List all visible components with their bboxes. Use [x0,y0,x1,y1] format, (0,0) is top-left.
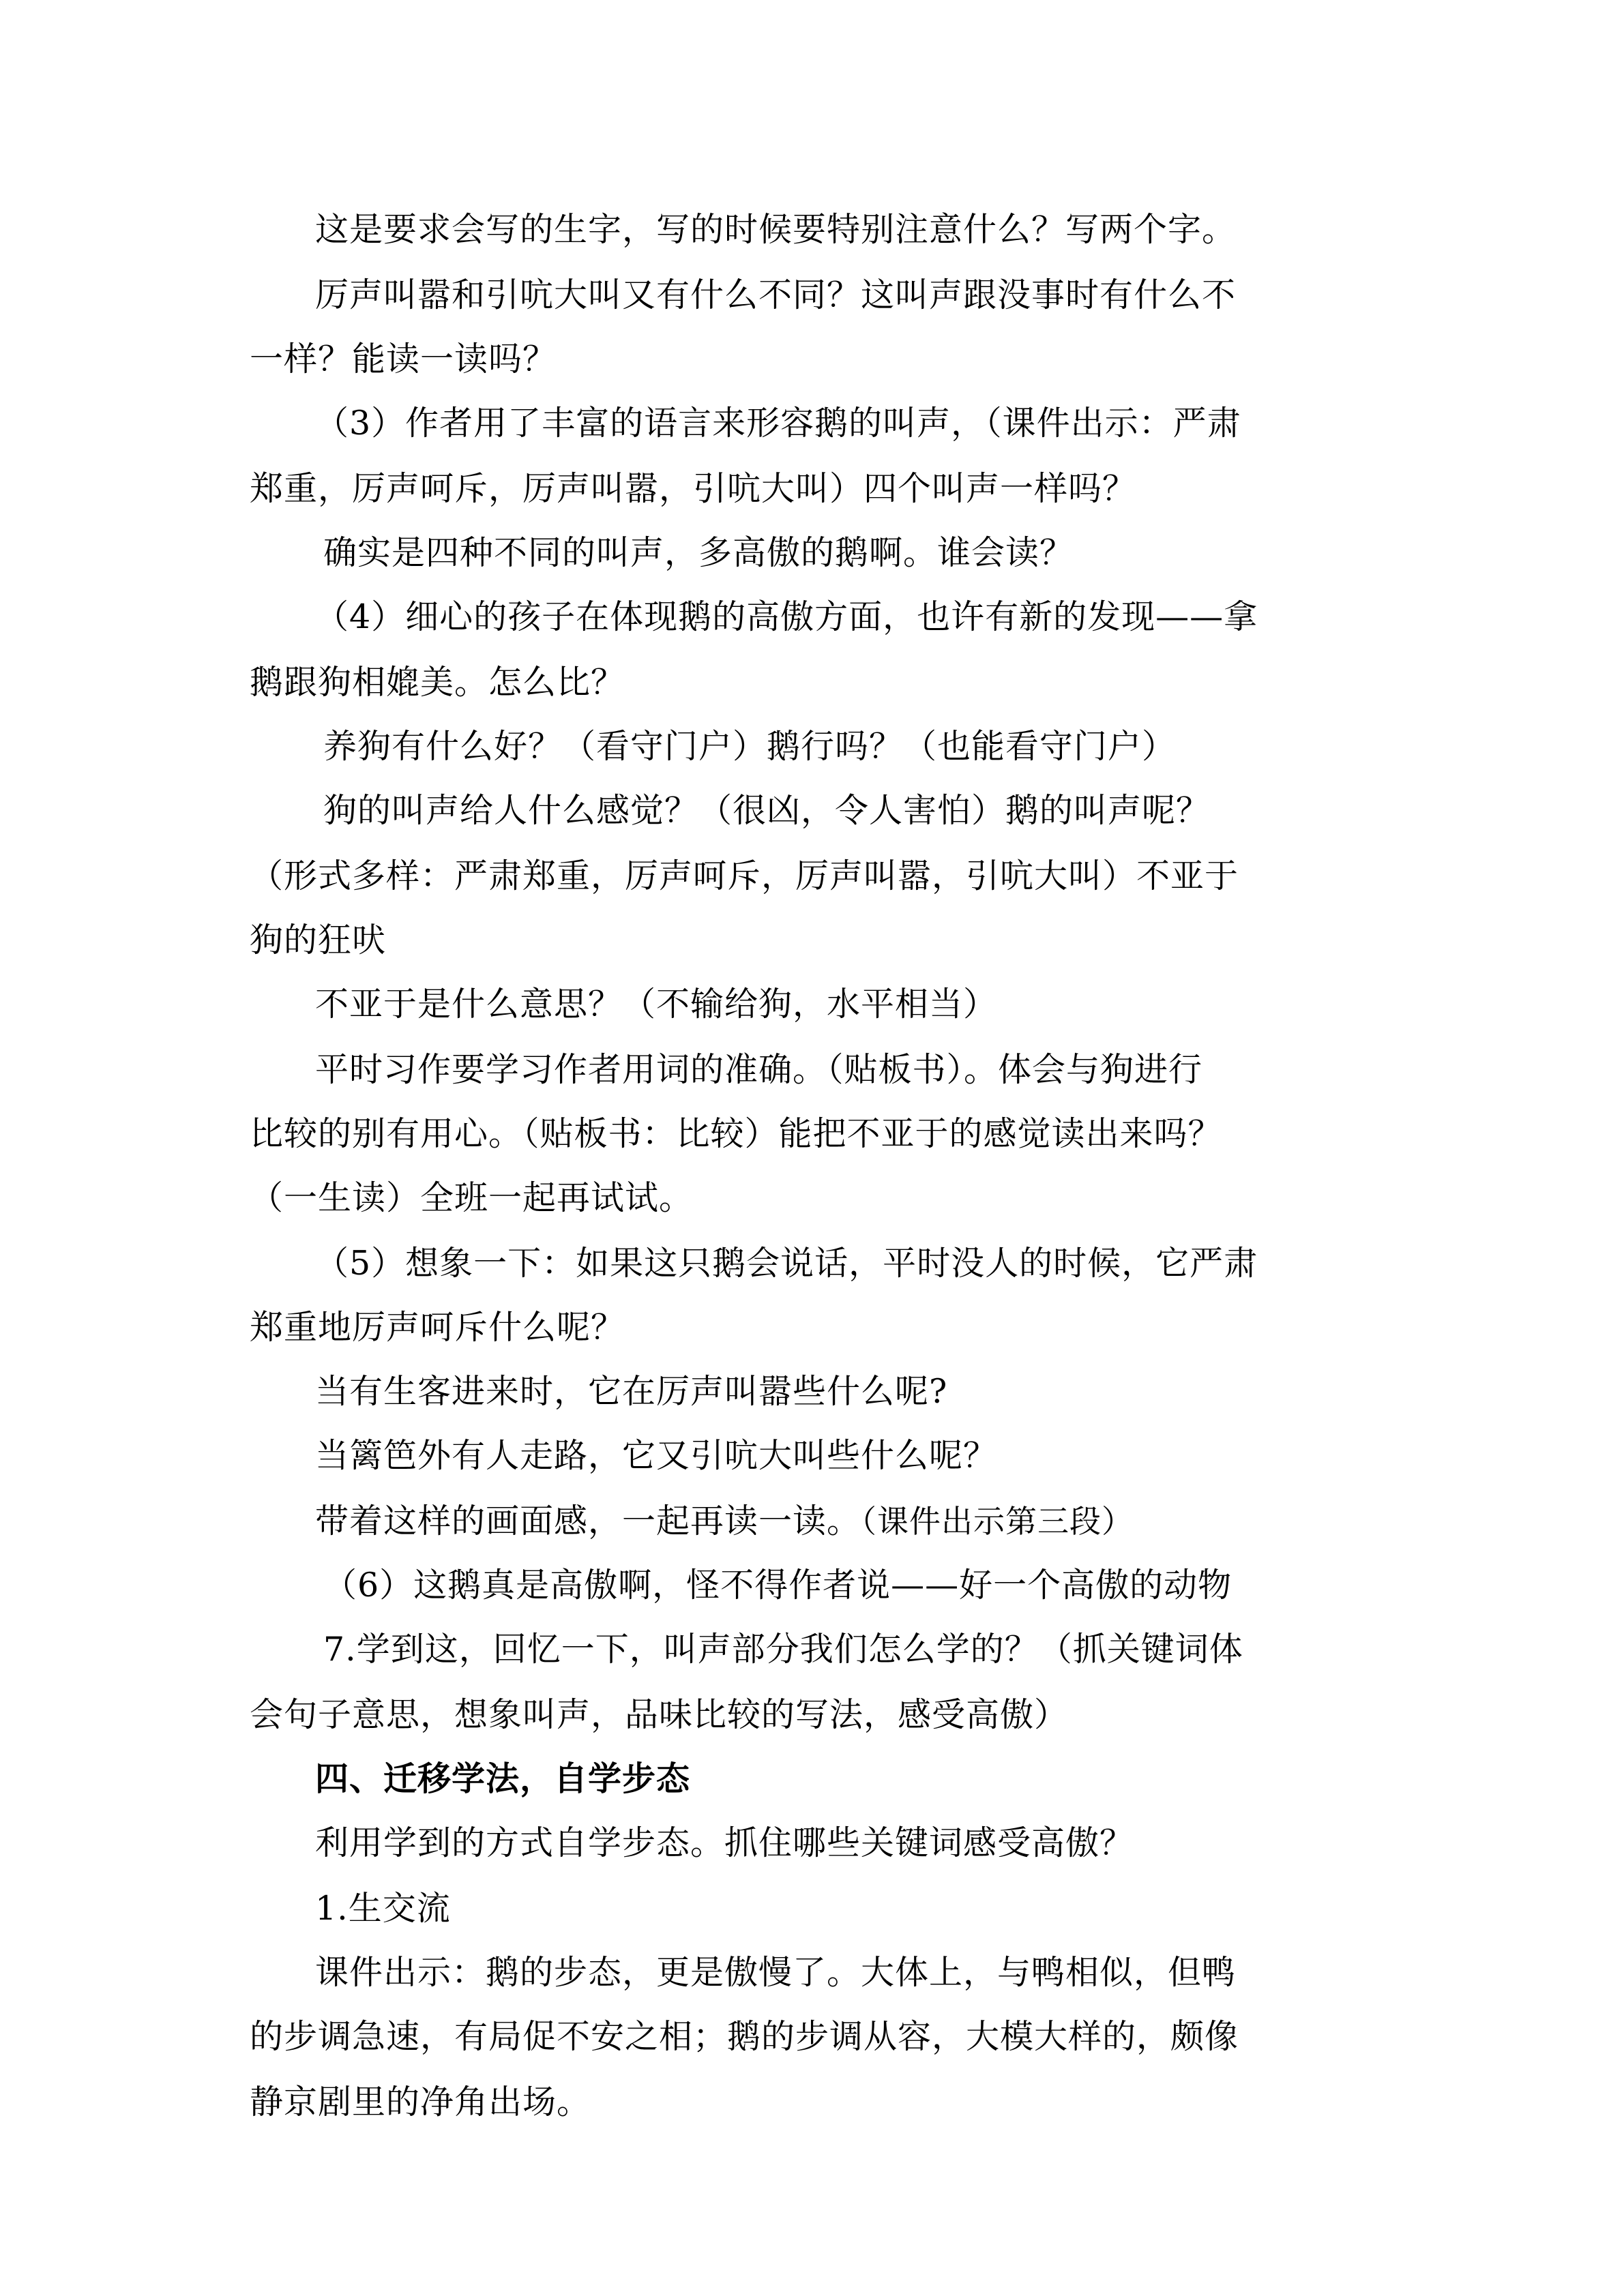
paragraph-line: 静京剧里的净角出场。 [250,2083,591,2121]
paragraph-line: （4）细心的孩子在体现鹅的高傲方面，也许有新的发现——拿 [315,597,1258,636]
paragraph-line: （6）这鹅真是高傲啊，怪不得作者说——好一个高傲的动物 [323,1566,1232,1605]
paragraph-line: 会句子意思，想象叫声，品味比较的写法，感受高傲） [250,1695,1069,1734]
paragraph-line: 1.生交流 [315,1889,451,1928]
paragraph-line: 鹅跟狗相媲美。怎么比？ [250,663,625,702]
line-note: （课件出示第三段） [861,1503,1134,1540]
paragraph-line [315,1504,1134,1538]
paragraph-line: 的步调急速，有局促不安之相；鹅的步调从容，大模大样的，颇像 [250,2017,1239,2056]
line-text: 带着这样的画面感，一起再读一读。 [315,1502,861,1540]
paragraph-line: 郑重地厉声呵斥什么呢？ [250,1308,625,1347]
paragraph-line: （3）作者用了丰富的语言来形容鹅的叫声，（课件出示：严肃 [315,404,1241,443]
paragraph-line: 不亚于是什么意思？（不输给狗，水平相当） [315,985,998,1024]
paragraph-line: 当篱笆外有人走路，它又引吭大叫些什么呢？ [315,1436,998,1475]
paragraph-line: 狗的狂吠 [250,921,387,959]
paragraph-line: 厉声叫嚣和引吭大叫又有什么不同？这叫声跟没事时有什么不 [315,275,1237,314]
paragraph-line: 一样？能读一读吗？ [250,340,557,378]
paragraph-line: 平时习作要学习作者用词的准确。（贴板书）。体会与狗进行 [315,1050,1203,1089]
section-heading: 四、迁移学法，自学步态 [315,1759,691,1798]
paragraph-line: 利用学到的方式自学步态。抓住哪些关键词感受高傲？ [315,1823,1134,1862]
paragraph-line: （5）想象一下：如果这只鹅会说话，平时没人的时候，它严肃 [315,1244,1258,1283]
paragraph-line: （一生读）全班一起再试试。 [250,1178,694,1217]
paragraph-line: 当有生客进来时，它在厉声叫嚣些什么呢? [315,1372,948,1411]
paragraph-line: 郑重，厉声呵斥，厉声叫嚣，引吭大叫）四个叫声一样吗？ [250,469,1137,508]
paragraph-line: 这是要求会写的生字，写的时候要特别注意什么？写两个字。 [315,210,1237,249]
paragraph-line: 课件出示：鹅的步态，更是傲慢了。大体上，与鸭相似，但鸭 [315,1953,1237,1992]
paragraph-line: 确实是四种不同的叫声，多高傲的鹅啊。谁会读？ [323,533,1074,572]
paragraph-line: 比较的别有用心。（贴板书：比较）能把不亚于的感觉读出来吗？ [250,1114,1222,1153]
paragraph-line: 狗的叫声给人什么感觉？（很凶，令人害怕）鹅的叫声呢？ [323,791,1211,830]
paragraph-line: （形式多样：严肃郑重，厉声呵斥，厉声叫嚣，引吭大叫）不亚于 [250,856,1239,895]
paragraph-line: 养狗有什么好？（看守门户）鹅行吗？（也能看守门户） [323,727,1177,766]
paragraph-line: 7.学到这，回忆一下，叫声部分我们怎么学的？（抓关键词体 [323,1630,1243,1669]
